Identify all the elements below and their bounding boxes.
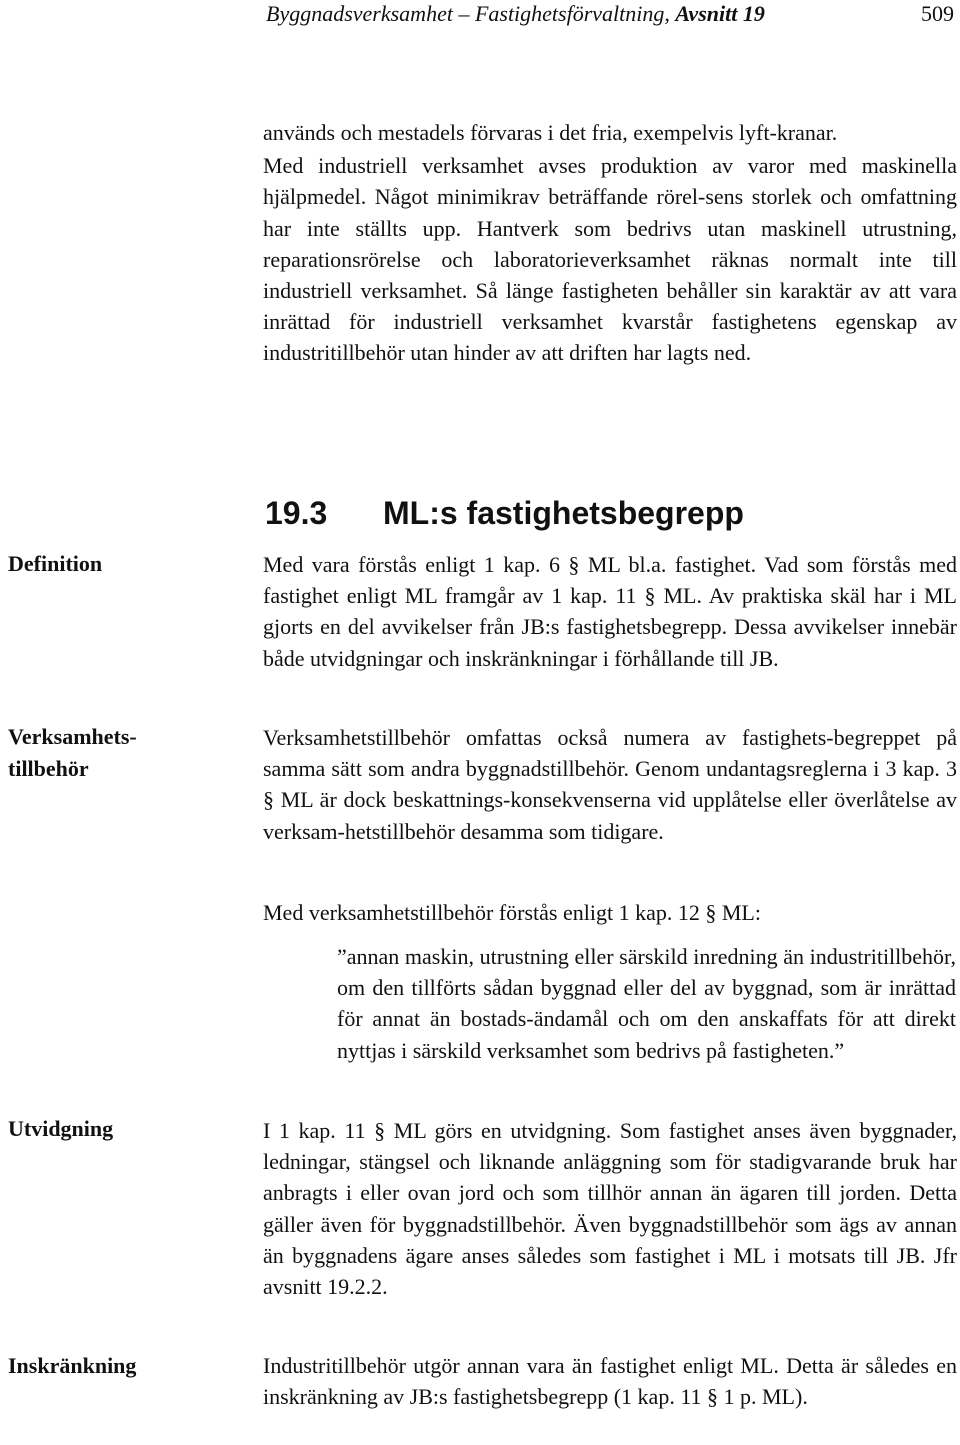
block-quote <box>337 941 956 1066</box>
verksamhetstillbehor-text: Verksamhetstillbehör omfattas också numera av fastighets-begreppet på samma sätt som andra byggnadstillbehör. Genom undantagsreglerna i 3 kap. 3 § ML är dock beskattnings-konsekvenserna vid upplåtelse eller överlåtelse av verksam-hetstillbehör desamma som tidigare. <box>263 725 957 844</box>
section-heading <box>265 492 955 534</box>
verksamhetstillbehor-paragraph <box>263 722 957 847</box>
margin-note-utvidgning: Utvidgning <box>8 1116 114 1141</box>
quote-lead-text: Med verksamhetstillbehör förstås enligt 1 kap. 12 § ML: <box>263 900 761 925</box>
definition-paragraph <box>263 549 957 674</box>
intro-paragraph-2: Med industriell verksamhet avses produktion av varor med maskinella hjälpmedel. Något minimikrav beträffande rörel-sens storlek och omfattning har inte ställts upp. Hantverk som bedrivs utan maskinell utrustning, reparationsrörelse och laboratorieverksamhet räknas normalt inte till industriell verksamhet. Så länge fastigheten behåller sin karaktär av att vara inrättad för industriell verksamhet kvarstår fastighetens egenskap av industritillbehör utan hinder av att driften har lagts ned. <box>263 153 957 366</box>
header-section-label: Avsnitt 19 <box>675 1 765 26</box>
running-header <box>266 0 954 30</box>
margin-note-verksamhetstillbehor: Verksamhets- tillbehör <box>8 724 137 781</box>
margin-note-definition: Definition <box>8 551 103 576</box>
intro-paragraph-1: används och mestadels förvaras i det fria, exempelvis lyft-kranar. <box>263 120 838 145</box>
utvidgning-paragraph <box>263 1115 957 1302</box>
inskrankning-text: Industritillbehör utgör annan vara än fastighet enligt ML. Detta är således en inskränkning av JB:s fastighetsbegrepp (1 kap. 11 § 1 p. ML). <box>263 1353 957 1410</box>
page-number: 509 <box>921 1 954 26</box>
header-title-prefix: Byggnadsverksamhet – Fastighetsförvaltning, <box>266 1 676 26</box>
section-number: 19.3 <box>265 495 328 531</box>
utvidgning-text: I 1 kap. 11 § ML görs en utvidgning. Som fastighet anses även byggnader, ledningar, stängsel och liknande anläggning som för stadigvarande bruk har anbragts i eller ovan jord och som tillhör annan än ägaren till jorden. Detta gäller även för byggnadstillbehör. Även byggnadstillbehör som ägs av annan än byggnadens ägare anses således som fastighet i ML i motsats till JB. Jfr avsnitt 19.2.2. <box>263 1118 957 1300</box>
running-header-title <box>266 0 765 28</box>
section-title: ML:s fastighetsbegrepp <box>383 495 744 531</box>
margin-note-inskrankning: Inskränkning <box>8 1353 137 1378</box>
definition-text: Med vara förstås enligt 1 kap. 6 § ML bl.a. fastighet. Vad som förstås med fastighet enligt ML framgår av 1 kap. 11 § ML. Av praktiska skäl har i ML gjorts en del avvikelser från JB:s fastighetsbegrepp. Dessa avvikelser innebär både utvidgningar och inskränkningar i förhållande till JB. <box>263 552 957 671</box>
intro-block <box>263 117 957 369</box>
quote-lead-paragraph <box>263 897 957 928</box>
inskrankning-paragraph <box>263 1350 957 1412</box>
block-quote-text: ”annan maskin, utrustning eller särskild inredning än industritillbehör, om den tillförts sådan byggnad eller del av byggnad, som är inrättad för annat än bostads-ändamål och om den anskaffats för att direkt nyttjas i särskild verksamhet som bedrivs på fastigheten.” <box>337 944 956 1063</box>
